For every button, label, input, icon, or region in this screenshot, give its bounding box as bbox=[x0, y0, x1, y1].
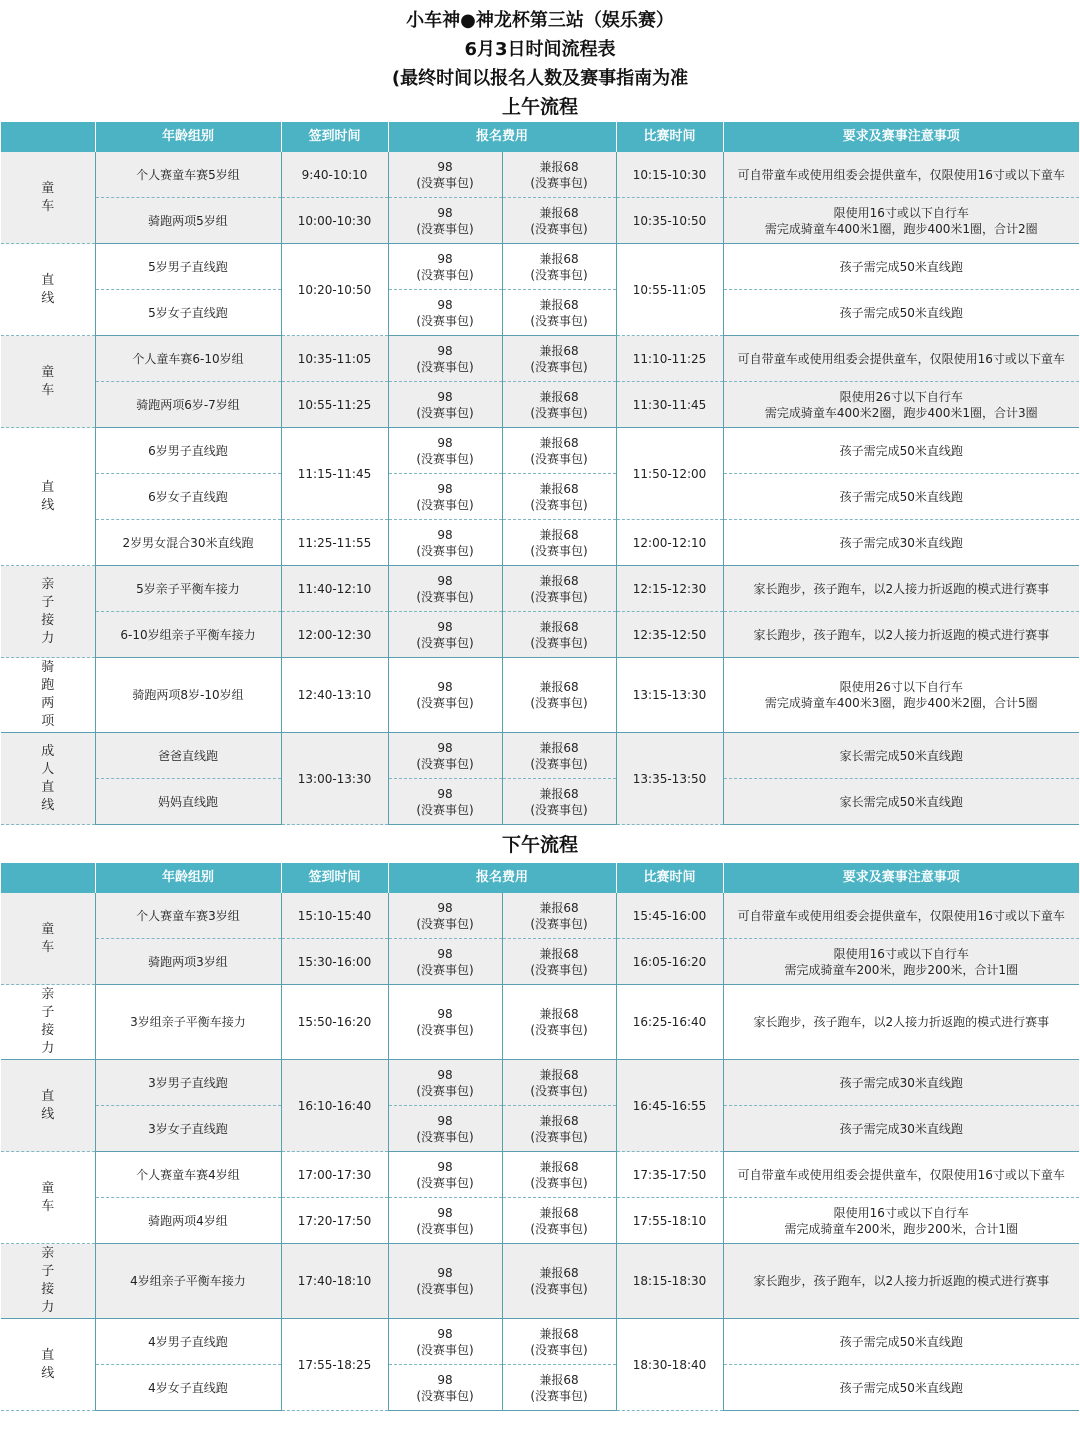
notes-cell: 限使用16寸或以下自行车 需完成骑童车200米，跑步200米，合计1圈 bbox=[723, 1198, 1079, 1244]
fee-combo-cell: 兼报68 (没赛事包) bbox=[502, 474, 616, 520]
fee-combo-cell: 兼报68 (没赛事包) bbox=[502, 1152, 616, 1198]
age-group-cell: 3岁男子直线跑 bbox=[95, 1060, 281, 1106]
checkin-time-cell: 16:10-16:40 bbox=[281, 1060, 388, 1152]
notes-cell: 家长跑步，孩子跑车，以2人接力折返跑的模式进行赛事 bbox=[723, 612, 1079, 658]
table-row bbox=[1, 1060, 1079, 1106]
fee-cell: 98 (没赛事包) bbox=[388, 566, 502, 612]
checkin-time-cell: 11:25-11:55 bbox=[281, 520, 388, 566]
page-subtitle: 6月3日时间流程表 bbox=[464, 39, 616, 60]
fee-cell: 98 (没赛事包) bbox=[388, 658, 502, 733]
header-checkin-time: 签到时间 bbox=[281, 122, 388, 152]
fee-cell: 98 (没赛事包) bbox=[388, 939, 502, 985]
fee-combo-cell: 兼报68 (没赛事包) bbox=[502, 1198, 616, 1244]
checkin-time-cell: 15:50-16:20 bbox=[281, 985, 388, 1060]
table-row bbox=[1, 985, 1079, 1060]
category-cell: 直 线 bbox=[1, 1319, 95, 1411]
category-cell: 童 车 bbox=[1, 1152, 95, 1244]
table-row bbox=[1, 290, 1079, 336]
table-row bbox=[1, 939, 1079, 985]
fee-cell: 98 (没赛事包) bbox=[388, 1319, 502, 1365]
notes-cell: 家长跑步，孩子跑车，以2人接力折返跑的模式进行赛事 bbox=[723, 985, 1079, 1060]
header-notes: 要求及赛事注意事项 bbox=[723, 122, 1079, 152]
age-group-cell: 个人赛童车赛3岁组 bbox=[95, 893, 281, 939]
notes-cell: 限使用16寸或以下自行车 需完成骑童车400米1圈，跑步400米1圈，合计2圈 bbox=[723, 198, 1079, 244]
race-time-cell: 12:00-12:10 bbox=[616, 520, 723, 566]
table-row bbox=[1, 1244, 1079, 1319]
fee-cell: 98 (没赛事包) bbox=[388, 290, 502, 336]
notes-cell: 限使用16寸或以下自行车 需完成骑童车200米，跑步200米，合计1圈 bbox=[723, 939, 1079, 985]
fee-combo-cell: 兼报68 (没赛事包) bbox=[502, 939, 616, 985]
age-group-cell: 5岁亲子平衡车接力 bbox=[95, 566, 281, 612]
header-race-time: 比赛时间 bbox=[616, 122, 723, 152]
header-race-time: 比赛时间 bbox=[616, 863, 723, 893]
fee-combo-cell: 兼报68 (没赛事包) bbox=[502, 779, 616, 825]
fee-cell: 98 (没赛事包) bbox=[388, 152, 502, 198]
page-note: (最终时间以报名人数及赛事指南为准 bbox=[391, 68, 689, 89]
notes-cell: 孩子需完成30米直线跑 bbox=[723, 520, 1079, 566]
category-cell: 直 线 bbox=[1, 244, 95, 336]
notes-cell: 可自带童车或使用组委会提供童车，仅限使用16寸或以下童车 bbox=[723, 336, 1079, 382]
notes-cell: 家长需完成50米直线跑 bbox=[723, 733, 1079, 779]
header-row bbox=[1, 863, 1079, 893]
fee-cell: 98 (没赛事包) bbox=[388, 428, 502, 474]
notes-cell: 孩子需完成50米直线跑 bbox=[723, 1319, 1079, 1365]
age-group-cell: 4岁组亲子平衡车接力 bbox=[95, 1244, 281, 1319]
notes-cell: 孩子需完成50米直线跑 bbox=[723, 244, 1079, 290]
age-group-cell: 3岁女子直线跑 bbox=[95, 1106, 281, 1152]
table-row bbox=[1, 1106, 1079, 1152]
afternoon-title: 下午流程 bbox=[501, 834, 578, 856]
category-cell: 骑 跑 两 项 bbox=[1, 658, 95, 733]
fee-cell: 98 (没赛事包) bbox=[388, 733, 502, 779]
age-group-cell: 骑跑两项5岁组 bbox=[95, 198, 281, 244]
table-row bbox=[1, 152, 1079, 198]
fee-combo-cell: 兼报68 (没赛事包) bbox=[502, 1244, 616, 1319]
notes-cell: 可自带童车或使用组委会提供童车，仅限使用16寸或以下童车 bbox=[723, 152, 1079, 198]
category-cell: 亲 子 接 力 bbox=[1, 566, 95, 658]
header-age-group: 年龄组别 bbox=[95, 122, 281, 152]
age-group-cell: 个人童车赛6-10岁组 bbox=[95, 336, 281, 382]
fee-combo-cell: 兼报68 (没赛事包) bbox=[502, 893, 616, 939]
fee-combo-cell: 兼报68 (没赛事包) bbox=[502, 1106, 616, 1152]
checkin-time-cell: 17:55-18:25 bbox=[281, 1319, 388, 1411]
fee-combo-cell: 兼报68 (没赛事包) bbox=[502, 733, 616, 779]
notes-cell: 可自带童车或使用组委会提供童车，仅限使用16寸或以下童车 bbox=[723, 1152, 1079, 1198]
age-group-cell: 6-10岁组亲子平衡车接力 bbox=[95, 612, 281, 658]
notes-cell: 孩子需完成50米直线跑 bbox=[723, 290, 1079, 336]
table-row bbox=[1, 1365, 1079, 1411]
race-time-cell: 12:35-12:50 bbox=[616, 612, 723, 658]
fee-combo-cell: 兼报68 (没赛事包) bbox=[502, 428, 616, 474]
category-cell: 童 车 bbox=[1, 152, 95, 244]
checkin-time-cell: 9:40-10:10 bbox=[281, 152, 388, 198]
fee-cell: 98 (没赛事包) bbox=[388, 1198, 502, 1244]
header-category bbox=[1, 122, 95, 152]
table-row bbox=[1, 382, 1079, 428]
fee-cell: 98 (没赛事包) bbox=[388, 985, 502, 1060]
age-group-cell: 骑跑两项8岁-10岁组 bbox=[95, 658, 281, 733]
fee-combo-cell: 兼报68 (没赛事包) bbox=[502, 520, 616, 566]
race-time-cell: 17:35-17:50 bbox=[616, 1152, 723, 1198]
race-time-cell: 13:15-13:30 bbox=[616, 658, 723, 733]
age-group-cell: 3岁组亲子平衡车接力 bbox=[95, 985, 281, 1060]
table-row bbox=[1, 658, 1079, 733]
age-group-cell: 骑跑两项6岁-7岁组 bbox=[95, 382, 281, 428]
race-time-cell: 17:55-18:10 bbox=[616, 1198, 723, 1244]
fee-combo-cell: 兼报68 (没赛事包) bbox=[502, 658, 616, 733]
fee-combo-cell: 兼报68 (没赛事包) bbox=[502, 244, 616, 290]
age-group-cell: 骑跑两项3岁组 bbox=[95, 939, 281, 985]
fee-combo-cell: 兼报68 (没赛事包) bbox=[502, 290, 616, 336]
fee-combo-cell: 兼报68 (没赛事包) bbox=[502, 566, 616, 612]
fee-cell: 98 (没赛事包) bbox=[388, 1106, 502, 1152]
category-cell: 成 人 直 线 bbox=[1, 733, 95, 825]
fee-combo-cell: 兼报68 (没赛事包) bbox=[502, 1319, 616, 1365]
age-group-cell: 骑跑两项4岁组 bbox=[95, 1198, 281, 1244]
fee-combo-cell: 兼报68 (没赛事包) bbox=[502, 382, 616, 428]
checkin-time-cell: 17:40-18:10 bbox=[281, 1244, 388, 1319]
fee-cell: 98 (没赛事包) bbox=[388, 1060, 502, 1106]
fee-cell: 98 (没赛事包) bbox=[388, 1365, 502, 1411]
age-group-cell: 5岁女子直线跑 bbox=[95, 290, 281, 336]
fee-cell: 98 (没赛事包) bbox=[388, 612, 502, 658]
fee-combo-cell: 兼报68 (没赛事包) bbox=[502, 336, 616, 382]
page-title: 小车神●神龙杯第三站（娱乐赛） bbox=[406, 10, 674, 31]
header-fee: 报名费用 bbox=[388, 122, 616, 152]
fee-cell: 98 (没赛事包) bbox=[388, 520, 502, 566]
fee-cell: 98 (没赛事包) bbox=[388, 893, 502, 939]
fee-cell: 98 (没赛事包) bbox=[388, 382, 502, 428]
header-fee: 报名费用 bbox=[388, 863, 616, 893]
table-row bbox=[1, 566, 1079, 612]
checkin-time-cell: 15:10-15:40 bbox=[281, 893, 388, 939]
category-cell: 亲 子 接 力 bbox=[1, 1244, 95, 1319]
notes-cell: 家长需完成50米直线跑 bbox=[723, 779, 1079, 825]
header-category bbox=[1, 863, 95, 893]
age-group-cell: 4岁女子直线跑 bbox=[95, 1365, 281, 1411]
fee-cell: 98 (没赛事包) bbox=[388, 336, 502, 382]
checkin-time-cell: 12:00-12:30 bbox=[281, 612, 388, 658]
morning-schedule-table bbox=[1, 122, 1079, 825]
table-row bbox=[1, 474, 1079, 520]
race-time-cell: 18:15-18:30 bbox=[616, 1244, 723, 1319]
notes-cell: 孩子需完成50米直线跑 bbox=[723, 428, 1079, 474]
race-time-cell: 13:35-13:50 bbox=[616, 733, 723, 825]
checkin-time-cell: 11:40-12:10 bbox=[281, 566, 388, 612]
notes-cell: 可自带童车或使用组委会提供童车，仅限使用16寸或以下童车 bbox=[723, 893, 1079, 939]
notes-cell: 家长跑步，孩子跑车，以2人接力折返跑的模式进行赛事 bbox=[723, 566, 1079, 612]
race-time-cell: 15:45-16:00 bbox=[616, 893, 723, 939]
table-row bbox=[1, 612, 1079, 658]
table-row bbox=[1, 336, 1079, 382]
race-time-cell: 16:25-16:40 bbox=[616, 985, 723, 1060]
fee-cell: 98 (没赛事包) bbox=[388, 198, 502, 244]
fee-cell: 98 (没赛事包) bbox=[388, 1244, 502, 1319]
table-row bbox=[1, 893, 1079, 939]
checkin-time-cell: 12:40-13:10 bbox=[281, 658, 388, 733]
age-group-cell: 爸爸直线跑 bbox=[95, 733, 281, 779]
notes-cell: 孩子需完成50米直线跑 bbox=[723, 1365, 1079, 1411]
fee-combo-cell: 兼报68 (没赛事包) bbox=[502, 198, 616, 244]
checkin-time-cell: 17:20-17:50 bbox=[281, 1198, 388, 1244]
age-group-cell: 6岁女子直线跑 bbox=[95, 474, 281, 520]
checkin-time-cell: 15:30-16:00 bbox=[281, 939, 388, 985]
race-time-cell: 12:15-12:30 bbox=[616, 566, 723, 612]
notes-cell: 孩子需完成30米直线跑 bbox=[723, 1106, 1079, 1152]
table-row bbox=[1, 198, 1079, 244]
checkin-time-cell: 10:55-11:25 bbox=[281, 382, 388, 428]
table-row bbox=[1, 244, 1079, 290]
checkin-time-cell: 13:00-13:30 bbox=[281, 733, 388, 825]
notes-cell: 孩子需完成30米直线跑 bbox=[723, 1060, 1079, 1106]
age-group-cell: 个人赛童车赛5岁组 bbox=[95, 152, 281, 198]
race-time-cell: 11:10-11:25 bbox=[616, 336, 723, 382]
header-row bbox=[1, 122, 1079, 152]
fee-combo-cell: 兼报68 (没赛事包) bbox=[502, 152, 616, 198]
table-row bbox=[1, 520, 1079, 566]
fee-combo-cell: 兼报68 (没赛事包) bbox=[502, 612, 616, 658]
category-cell: 童 车 bbox=[1, 893, 95, 985]
checkin-time-cell: 11:15-11:45 bbox=[281, 428, 388, 520]
morning-title: 上午流程 bbox=[501, 96, 578, 118]
notes-cell: 限使用26寸以下自行车 需完成骑童车400米2圈，跑步400米1圈，合计3圈 bbox=[723, 382, 1079, 428]
checkin-time-cell: 17:00-17:30 bbox=[281, 1152, 388, 1198]
notes-cell: 家长跑步，孩子跑车，以2人接力折返跑的模式进行赛事 bbox=[723, 1244, 1079, 1319]
age-group-cell: 4岁男子直线跑 bbox=[95, 1319, 281, 1365]
age-group-cell: 个人赛童车赛4岁组 bbox=[95, 1152, 281, 1198]
table-row bbox=[1, 733, 1079, 779]
race-time-cell: 16:45-16:55 bbox=[616, 1060, 723, 1152]
race-time-cell: 18:30-18:40 bbox=[616, 1319, 723, 1411]
notes-cell: 限使用26寸以下自行车 需完成骑童车400米3圈，跑步400米2圈，合计5圈 bbox=[723, 658, 1079, 733]
fee-combo-cell: 兼报68 (没赛事包) bbox=[502, 985, 616, 1060]
checkin-time-cell: 10:35-11:05 bbox=[281, 336, 388, 382]
age-group-cell: 2岁男女混合30米直线跑 bbox=[95, 520, 281, 566]
header-age-group: 年龄组别 bbox=[95, 863, 281, 893]
race-time-cell: 10:55-11:05 bbox=[616, 244, 723, 336]
checkin-time-cell: 10:00-10:30 bbox=[281, 198, 388, 244]
afternoon-schedule-table bbox=[1, 863, 1079, 1411]
race-time-cell: 16:05-16:20 bbox=[616, 939, 723, 985]
table-row bbox=[1, 779, 1079, 825]
fee-combo-cell: 兼报68 (没赛事包) bbox=[502, 1365, 616, 1411]
table-row bbox=[1, 1319, 1079, 1365]
race-time-cell: 11:50-12:00 bbox=[616, 428, 723, 520]
fee-cell: 98 (没赛事包) bbox=[388, 244, 502, 290]
checkin-time-cell: 10:20-10:50 bbox=[281, 244, 388, 336]
notes-cell: 孩子需完成50米直线跑 bbox=[723, 474, 1079, 520]
age-group-cell: 妈妈直线跑 bbox=[95, 779, 281, 825]
age-group-cell: 5岁男子直线跑 bbox=[95, 244, 281, 290]
header-notes: 要求及赛事注意事项 bbox=[723, 863, 1079, 893]
category-cell: 童 车 bbox=[1, 336, 95, 428]
race-time-cell: 10:15-10:30 bbox=[616, 152, 723, 198]
fee-cell: 98 (没赛事包) bbox=[388, 474, 502, 520]
table-row bbox=[1, 1152, 1079, 1198]
category-cell: 直 线 bbox=[1, 1060, 95, 1152]
header-checkin-time: 签到时间 bbox=[281, 863, 388, 893]
table-row bbox=[1, 1198, 1079, 1244]
race-time-cell: 11:30-11:45 bbox=[616, 382, 723, 428]
table-row bbox=[1, 428, 1079, 474]
fee-cell: 98 (没赛事包) bbox=[388, 779, 502, 825]
age-group-cell: 6岁男子直线跑 bbox=[95, 428, 281, 474]
category-cell: 亲 子 接 力 bbox=[1, 985, 95, 1060]
race-time-cell: 10:35-10:50 bbox=[616, 198, 723, 244]
category-cell: 直 线 bbox=[1, 428, 95, 566]
fee-combo-cell: 兼报68 (没赛事包) bbox=[502, 1060, 616, 1106]
fee-cell: 98 (没赛事包) bbox=[388, 1152, 502, 1198]
